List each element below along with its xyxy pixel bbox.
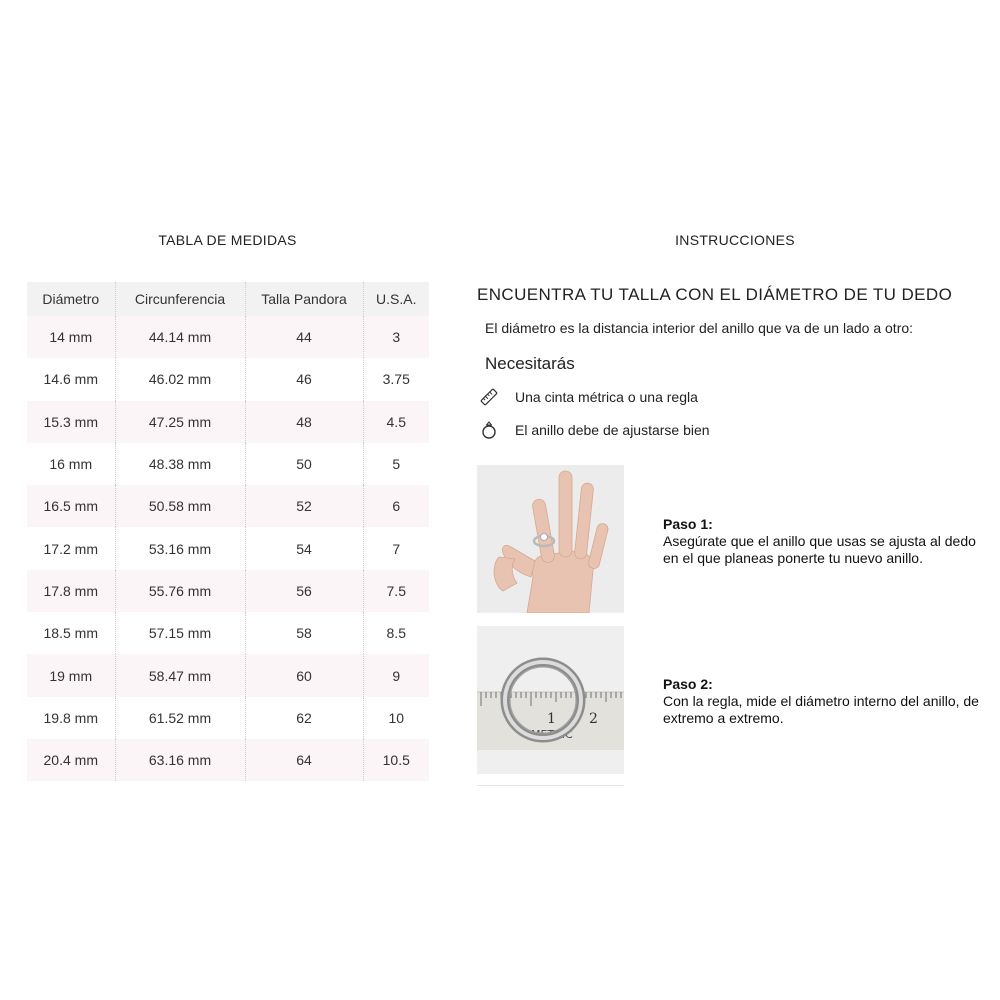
cell-circumference: 48.38 mm [115,443,245,485]
table-row [27,358,429,400]
table-row [27,697,429,739]
cell-diameter: 19 mm [27,654,115,696]
cell-circumference: 50.58 mm [115,485,245,527]
cell-usa-size: 6 [363,485,429,527]
ruler-metric-label: METRIC [531,728,573,741]
column-header-circumference: Circunferencia [115,282,245,316]
photo-divider [477,785,624,786]
cell-usa-size: 9 [363,654,429,696]
cell-circumference: 55.76 mm [115,570,245,612]
cell-usa-size: 7.5 [363,570,429,612]
table-row [27,401,429,443]
cell-circumference: 47.25 mm [115,401,245,443]
table-row [27,570,429,612]
cell-pandora-size: 60 [245,654,363,696]
step-text: Asegúrate que el anillo que usas se ajusta al dedo en el que planeas ponerte tu nuevo anillo. [663,533,976,566]
cell-usa-size: 4.5 [363,401,429,443]
size-table-body [27,316,429,781]
cell-diameter: 16.5 mm [27,485,115,527]
cell-pandora-size: 50 [245,443,363,485]
step-title: Paso 1: [663,516,713,532]
cell-circumference: 63.16 mm [115,739,245,781]
cell-pandora-size: 54 [245,527,363,569]
cell-usa-size: 3.75 [363,358,429,400]
cell-pandora-size: 44 [245,316,363,358]
cell-pandora-size: 62 [245,697,363,739]
cell-diameter: 16 mm [27,443,115,485]
cell-diameter: 15.3 mm [27,401,115,443]
cell-circumference: 53.16 mm [115,527,245,569]
need-item-ruler [478,386,698,408]
cell-circumference: 61.52 mm [115,697,245,739]
size-table-heading: TABLA DE MEDIDAS [158,232,297,248]
cell-circumference: 57.15 mm [115,612,245,654]
cell-usa-size: 7 [363,527,429,569]
cell-diameter: 20.4 mm [27,739,115,781]
cell-diameter: 17.8 mm [27,570,115,612]
cell-diameter: 14.6 mm [27,358,115,400]
cell-usa-size: 8.5 [363,612,429,654]
cell-pandora-size: 64 [245,739,363,781]
size-table [27,282,429,781]
need-item-label: Una cinta métrica o una regla [515,389,698,405]
instructions-heading: INSTRUCCIONES [675,232,795,248]
column-header-diameter: Diámetro [27,282,115,316]
cell-pandora-size: 56 [245,570,363,612]
cell-pandora-size: 58 [245,612,363,654]
cell-usa-size: 5 [363,443,429,485]
cell-pandora-size: 48 [245,401,363,443]
cell-usa-size: 10 [363,697,429,739]
ring-icon [478,419,500,441]
table-row [27,316,429,358]
table-row [27,443,429,485]
cell-usa-size: 3 [363,316,429,358]
step-2 [663,676,993,727]
cell-diameter: 17.2 mm [27,527,115,569]
cell-circumference: 58.47 mm [115,654,245,696]
ruler-icon [478,386,500,408]
cell-circumference: 44.14 mm [115,316,245,358]
cell-pandora-size: 52 [245,485,363,527]
size-table-header-row [27,282,429,316]
column-header-usa-size: U.S.A. [363,282,429,316]
cell-diameter: 19.8 mm [27,697,115,739]
need-item-ring [478,419,710,441]
table-row [27,485,429,527]
table-row [27,739,429,781]
table-row [27,654,429,696]
ruler-number-2: 2 [589,711,598,727]
ring-on-ruler-photo [477,626,624,774]
column-header-pandora-size: Talla Pandora [245,282,363,316]
table-row [27,527,429,569]
step-1 [663,516,993,567]
cell-circumference: 46.02 mm [115,358,245,400]
hand-with-ring-photo [477,465,624,613]
ruler-number-1: 1 [547,711,556,727]
cell-usa-size: 10.5 [363,739,429,781]
table-row [27,612,429,654]
need-item-label: El anillo debe de ajustarse bien [515,422,710,438]
need-heading: Necesitarás [485,354,575,373]
step-title: Paso 2: [663,676,713,692]
cell-diameter: 14 mm [27,316,115,358]
instructions-description: El diámetro es la distancia interior del anillo que va de un lado a otro: [485,320,914,336]
cell-diameter: 18.5 mm [27,612,115,654]
cell-pandora-size: 46 [245,358,363,400]
step-text: Con la regla, mide el diámetro interno del anillo, de extremo a extremo. [663,693,979,726]
instructions-title: ENCUENTRA TU TALLA CON EL DIÁMETRO DE TU DEDO [477,285,953,304]
